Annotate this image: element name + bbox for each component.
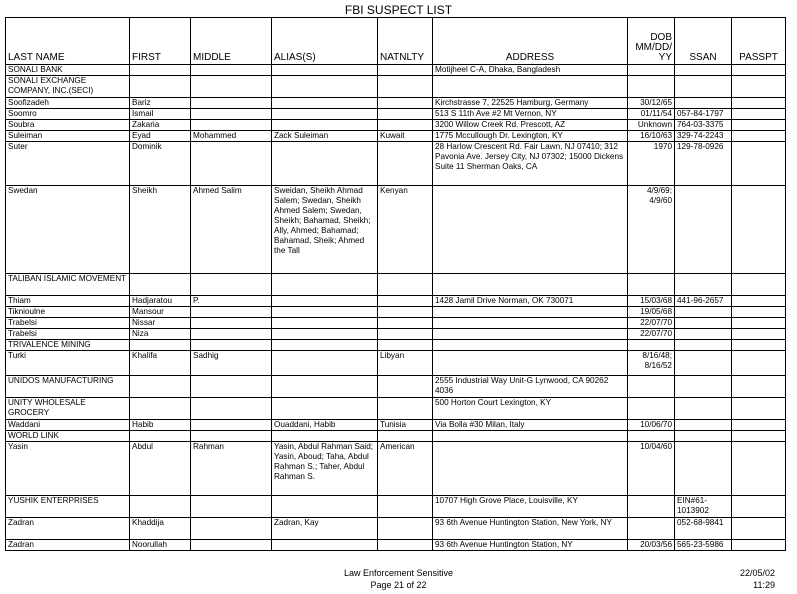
- cell-natnlty: [378, 76, 433, 98]
- col-middle: MIDDLE: [191, 18, 272, 65]
- cell-address: [433, 318, 628, 329]
- cell-last-name: Trabelsi: [6, 318, 130, 329]
- cell-address: 2555 Industrial Way Unit-G Lynwood, CA 90262 4036: [433, 376, 628, 398]
- cell-passpt: [732, 296, 786, 307]
- cell-last-name: Suleiman: [6, 131, 130, 142]
- cell-alias: [272, 340, 378, 351]
- cell-natnlty: [378, 120, 433, 131]
- cell-passpt: [732, 329, 786, 340]
- table-row: [6, 109, 786, 120]
- cell-natnlty: [378, 329, 433, 340]
- cell-natnlty: [378, 376, 433, 398]
- cell-ssan: 441-96-2657: [675, 296, 732, 307]
- cell-middle: Ahmed Salim: [191, 186, 272, 274]
- cell-address: 1775 Mccullough Dr. Lexington, KY: [433, 131, 628, 142]
- cell-first: Abdul: [130, 442, 191, 496]
- cell-alias: [272, 398, 378, 420]
- cell-last-name: Suter: [6, 142, 130, 186]
- cell-dob: [628, 518, 675, 540]
- cell-first: Noorullah: [130, 540, 191, 551]
- cell-last-name: TALIBAN ISLAMIC MOVEMENT: [6, 274, 130, 296]
- cell-first: Bariz: [130, 98, 191, 109]
- cell-ssan: [675, 65, 732, 76]
- cell-passpt: [732, 431, 786, 442]
- cell-last-name: SONALI BANK: [6, 65, 130, 76]
- cell-last-name: UNIDOS MANUFACTURING: [6, 376, 130, 398]
- cell-ssan: [675, 98, 732, 109]
- cell-alias: [272, 296, 378, 307]
- cell-dob: 10/04/60: [628, 442, 675, 496]
- cell-passpt: [732, 318, 786, 329]
- cell-alias: Zadran, Kay: [272, 518, 378, 540]
- cell-alias: [272, 307, 378, 318]
- cell-alias: [272, 496, 378, 518]
- cell-dob: [628, 376, 675, 398]
- table-row: [6, 496, 786, 518]
- table-row: [6, 431, 786, 442]
- cell-middle: Rahman: [191, 442, 272, 496]
- cell-passpt: [732, 518, 786, 540]
- cell-dob: [628, 340, 675, 351]
- cell-first: Hadjaratou: [130, 296, 191, 307]
- cell-passpt: [732, 442, 786, 496]
- cell-last-name: SONALI EXCHANGE COMPANY, INC.(SECI): [6, 76, 130, 98]
- cell-first: Sheikh: [130, 186, 191, 274]
- cell-dob: 1970: [628, 142, 675, 186]
- cell-ssan: 565-23-5986: [675, 540, 732, 551]
- cell-dob: 22/07/70: [628, 329, 675, 340]
- cell-middle: P.: [191, 296, 272, 307]
- cell-dob: 16/10/63: [628, 131, 675, 142]
- cell-ssan: [675, 376, 732, 398]
- cell-ssan: 129-78-0926: [675, 142, 732, 186]
- cell-last-name: UNITY WHOLESALE GROCERY: [6, 398, 130, 420]
- cell-middle: [191, 76, 272, 98]
- cell-alias: Sweidan, Sheikh Ahmad Salem; Swedan, Sheikh Ahmed Salem; Swedan, Sheikh; Bahamad, Sheikh; Ally, Ahmed; Bahamad; Bahamad, Sheik; Ahmed the Tall: [272, 186, 378, 274]
- cell-address: [433, 431, 628, 442]
- cell-address: 93 6th Avenue Huntington Station, New York, NY: [433, 518, 628, 540]
- cell-alias: [272, 376, 378, 398]
- cell-alias: [272, 431, 378, 442]
- cell-alias: [272, 120, 378, 131]
- footer-time: 11:29: [753, 580, 775, 590]
- cell-middle: Sadhig: [191, 351, 272, 376]
- table-row: [6, 76, 786, 98]
- col-last-name: LAST NAME: [6, 18, 130, 65]
- cell-middle: [191, 376, 272, 398]
- cell-last-name: Soomro: [6, 109, 130, 120]
- cell-passpt: [732, 186, 786, 274]
- cell-address: 500 Horton Court Lexington, KY: [433, 398, 628, 420]
- cell-middle: [191, 318, 272, 329]
- table-row: [6, 329, 786, 340]
- cell-alias: [272, 540, 378, 551]
- cell-dob: 10/06/70: [628, 420, 675, 431]
- suspect-table: [5, 17, 786, 551]
- cell-natnlty: American: [378, 442, 433, 496]
- cell-alias: Ouaddani, Habib: [272, 420, 378, 431]
- cell-natnlty: [378, 496, 433, 518]
- cell-dob: 4/9/69; 4/9/60: [628, 186, 675, 274]
- table-row: [6, 518, 786, 540]
- col-address: ADDRESS: [433, 18, 628, 65]
- cell-middle: [191, 65, 272, 76]
- cell-passpt: [732, 398, 786, 420]
- cell-passpt: [732, 98, 786, 109]
- table-row: [6, 442, 786, 496]
- cell-passpt: [732, 274, 786, 296]
- cell-dob: Unknown: [628, 120, 675, 131]
- cell-passpt: [732, 376, 786, 398]
- cell-passpt: [732, 65, 786, 76]
- header-row: [6, 18, 786, 65]
- col-first: FIRST: [130, 18, 191, 65]
- cell-last-name: Zadran: [6, 518, 130, 540]
- cell-alias: [272, 65, 378, 76]
- cell-address: [433, 351, 628, 376]
- cell-passpt: [732, 420, 786, 431]
- cell-address: [433, 329, 628, 340]
- cell-ssan: [675, 307, 732, 318]
- cell-address: 10707 High Grove Place, Louisville, KY: [433, 496, 628, 518]
- cell-first: Khaddija: [130, 518, 191, 540]
- cell-last-name: Soofizadeh: [6, 98, 130, 109]
- cell-ssan: 329-74-2243: [675, 131, 732, 142]
- cell-last-name: WORLD LINK: [6, 431, 130, 442]
- cell-natnlty: [378, 518, 433, 540]
- cell-passpt: [732, 351, 786, 376]
- table-row: [6, 376, 786, 398]
- cell-middle: [191, 398, 272, 420]
- cell-passpt: [732, 109, 786, 120]
- cell-address: [433, 186, 628, 274]
- cell-dob: [628, 398, 675, 420]
- cell-ssan: [675, 186, 732, 274]
- cell-middle: [191, 340, 272, 351]
- cell-passpt: [732, 76, 786, 98]
- cell-dob: 8/16/48; 8/16/52: [628, 351, 675, 376]
- cell-dob: 19/05/68: [628, 307, 675, 318]
- cell-middle: [191, 496, 272, 518]
- table-row: [6, 420, 786, 431]
- cell-ssan: [675, 431, 732, 442]
- cell-address: [433, 76, 628, 98]
- cell-alias: [272, 351, 378, 376]
- cell-address: 28 Harlow Crescent Rd. Fair Lawn, NJ 07410; 312 Pavonia Ave. Jersey City, NJ 07302; 15000 Dickens Suite 11 Sherman Oaks, CA: [433, 142, 628, 186]
- table-row: [6, 540, 786, 551]
- cell-dob: [628, 76, 675, 98]
- cell-dob: [628, 274, 675, 296]
- cell-last-name: Zadran: [6, 540, 130, 551]
- cell-passpt: [732, 131, 786, 142]
- cell-natnlty: [378, 98, 433, 109]
- cell-passpt: [732, 340, 786, 351]
- cell-middle: [191, 420, 272, 431]
- cell-first: [130, 398, 191, 420]
- cell-dob: 22/07/70: [628, 318, 675, 329]
- table-row: [6, 274, 786, 296]
- cell-natnlty: [378, 318, 433, 329]
- footer-page: Page 21 of 22: [370, 580, 427, 590]
- cell-dob: 20/03/56: [628, 540, 675, 551]
- cell-ssan: [675, 274, 732, 296]
- cell-dob: 01/11/54: [628, 109, 675, 120]
- cell-last-name: TRIVALENCE MINING: [6, 340, 130, 351]
- cell-ssan: 764-03-3375: [675, 120, 732, 131]
- cell-passpt: [732, 496, 786, 518]
- cell-middle: [191, 540, 272, 551]
- cell-passpt: [732, 120, 786, 131]
- cell-last-name: Yasin: [6, 442, 130, 496]
- cell-natnlty: Tunisia: [378, 420, 433, 431]
- cell-first: Dominik: [130, 142, 191, 186]
- cell-dob: [628, 431, 675, 442]
- table-row: [6, 142, 786, 186]
- cell-middle: [191, 274, 272, 296]
- cell-alias: [272, 318, 378, 329]
- cell-natnlty: [378, 296, 433, 307]
- cell-dob: [628, 496, 675, 518]
- cell-middle: [191, 431, 272, 442]
- cell-natnlty: [378, 307, 433, 318]
- cell-passpt: [732, 142, 786, 186]
- cell-ssan: 052-68-9841: [675, 518, 732, 540]
- col-dob: DOB MM/DD/ YY: [628, 18, 675, 65]
- col-ssan: SSAN: [675, 18, 732, 65]
- cell-address: [433, 442, 628, 496]
- cell-address: [433, 340, 628, 351]
- cell-middle: [191, 109, 272, 120]
- cell-middle: [191, 329, 272, 340]
- cell-first: Khalifa: [130, 351, 191, 376]
- cell-first: [130, 65, 191, 76]
- table-row: [6, 307, 786, 318]
- cell-last-name: Thiam: [6, 296, 130, 307]
- table-row: [6, 398, 786, 420]
- cell-middle: [191, 307, 272, 318]
- cell-first: [130, 496, 191, 518]
- cell-ssan: [675, 398, 732, 420]
- cell-address: [433, 307, 628, 318]
- footer-date: 22/05/02: [739, 568, 775, 578]
- cell-middle: [191, 120, 272, 131]
- cell-ssan: [675, 318, 732, 329]
- table-row: [6, 296, 786, 307]
- table-row: [6, 318, 786, 329]
- cell-natnlty: [378, 431, 433, 442]
- cell-natnlty: [378, 398, 433, 420]
- cell-last-name: Tiknioulne: [6, 307, 130, 318]
- document-title: FBI SUSPECT LIST: [344, 3, 453, 17]
- col-passpt: PASSPT: [732, 18, 786, 65]
- footer-classification: Law Enforcement Sensitive: [343, 568, 454, 578]
- table-row: [6, 351, 786, 376]
- cell-passpt: [732, 307, 786, 318]
- cell-natnlty: Libyan: [378, 351, 433, 376]
- cell-natnlty: [378, 109, 433, 120]
- cell-address: [433, 274, 628, 296]
- cell-natnlty: [378, 274, 433, 296]
- table-row: [6, 120, 786, 131]
- cell-address: 1428 Jamil Drive Norman, OK 730071: [433, 296, 628, 307]
- cell-ssan: [675, 420, 732, 431]
- cell-first: Zakaria: [130, 120, 191, 131]
- cell-last-name: YUSHIK ENTERPRISES: [6, 496, 130, 518]
- cell-ssan: [675, 351, 732, 376]
- cell-dob: 15/03/68: [628, 296, 675, 307]
- cell-last-name: Trabelsi: [6, 329, 130, 340]
- cell-first: Eyad: [130, 131, 191, 142]
- cell-middle: [191, 518, 272, 540]
- cell-first: [130, 376, 191, 398]
- cell-natnlty: [378, 340, 433, 351]
- cell-first: Habib: [130, 420, 191, 431]
- cell-address: Motijheel C-A, Dhaka, Bangladesh: [433, 65, 628, 76]
- cell-address: Via Bolla #30 Milan, Italy: [433, 420, 628, 431]
- cell-first: Mansour: [130, 307, 191, 318]
- cell-last-name: Turki: [6, 351, 130, 376]
- cell-last-name: Soubra: [6, 120, 130, 131]
- cell-natnlty: Kuwait: [378, 131, 433, 142]
- cell-alias: [272, 329, 378, 340]
- col-alias: ALIAS(S): [272, 18, 378, 65]
- cell-dob: [628, 65, 675, 76]
- cell-natnlty: [378, 142, 433, 186]
- cell-address: 3200 Willow Creek Rd. Prescott, AZ: [433, 120, 628, 131]
- cell-passpt: [732, 540, 786, 551]
- cell-alias: [272, 142, 378, 186]
- cell-middle: Mohammed: [191, 131, 272, 142]
- cell-alias: [272, 109, 378, 120]
- cell-address: 93 6th Avenue Huntington Station, NY: [433, 540, 628, 551]
- cell-dob: 30/12/65: [628, 98, 675, 109]
- cell-first: Niza: [130, 329, 191, 340]
- cell-middle: [191, 98, 272, 109]
- cell-address: 513 S 11th Ave #2 Mt Vernon, NY: [433, 109, 628, 120]
- cell-last-name: Swedan: [6, 186, 130, 274]
- cell-ssan: [675, 329, 732, 340]
- cell-middle: [191, 142, 272, 186]
- cell-last-name: Waddani: [6, 420, 130, 431]
- cell-alias: [272, 98, 378, 109]
- table-row: [6, 65, 786, 76]
- cell-alias: Zack Suleiman: [272, 131, 378, 142]
- cell-first: [130, 431, 191, 442]
- cell-natnlty: Kenyan: [378, 186, 433, 274]
- cell-ssan: EIN#61-1013902: [675, 496, 732, 518]
- cell-first: Ismail: [130, 109, 191, 120]
- cell-ssan: [675, 340, 732, 351]
- cell-first: Nissar: [130, 318, 191, 329]
- cell-ssan: [675, 442, 732, 496]
- cell-ssan: [675, 76, 732, 98]
- cell-ssan: 057-84-1797: [675, 109, 732, 120]
- cell-first: [130, 76, 191, 98]
- table-row: [6, 131, 786, 142]
- cell-address: Kirchstrasse 7, 22525 Hamburg, Germany: [433, 98, 628, 109]
- cell-alias: Yasin, Abdul Rahman Said; Yasin, Aboud; Taha, Abdul Rahman S.; Taher, Abdul Rahman S.: [272, 442, 378, 496]
- cell-natnlty: [378, 540, 433, 551]
- cell-first: [130, 340, 191, 351]
- cell-alias: [272, 274, 378, 296]
- table-row: [6, 186, 786, 274]
- cell-alias: [272, 76, 378, 98]
- table-row: [6, 340, 786, 351]
- table-row: [6, 98, 786, 109]
- col-natnlty: NATNLTY: [378, 18, 433, 65]
- cell-natnlty: [378, 65, 433, 76]
- cell-first: [130, 274, 191, 296]
